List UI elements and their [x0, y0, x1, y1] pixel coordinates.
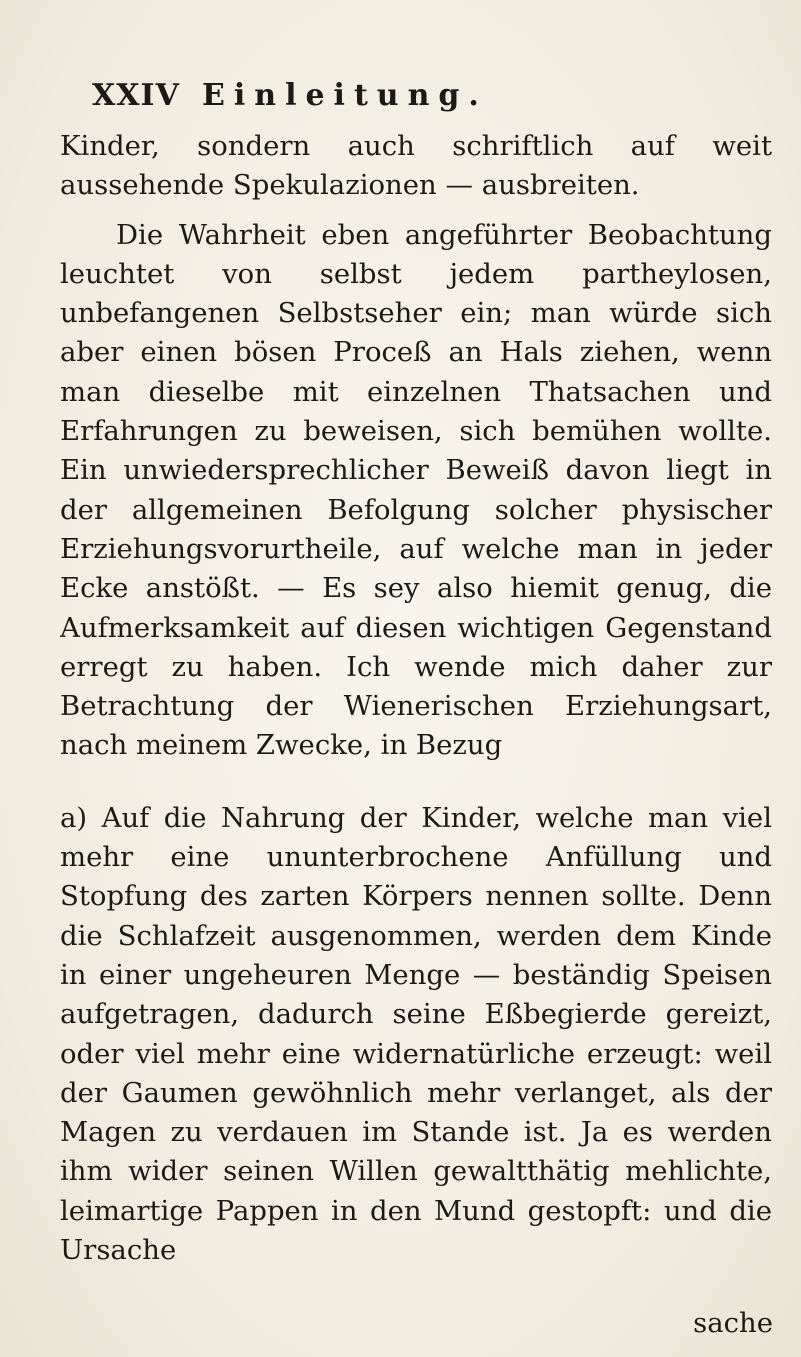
running-title: Einleitung.: [202, 78, 488, 113]
catchword: sache: [693, 1307, 773, 1339]
page-header: [92, 78, 741, 118]
body-text: [60, 127, 772, 1270]
page-number: XXIV: [92, 78, 180, 113]
paragraph-observation: Die Wahrheit eben angeführter Beobachtung leuchtet von selbst jedem partheylosen, unbefangenen Selbstseher ein; man würde sich aber einen bösen Proceß an Hals ziehen, wenn man dieselbe mit einzelnen Thatsachen und Erfahrungen zu beweisen, sich bemühen wollte. Ein unwiedersprechlicher Beweiß davon liegt in der allgemeinen Befolgung solcher physischer Erziehungsvorurtheile, auf welche man in jeder Ecke anstößt. — Es sey also hiemit genug, die Aufmerksamkeit auf diesen wichtigen Gegenstand erregt zu haben. Ich wende mich daher zur Betrachtung der Wienerischen Erziehungsart, nach meinem Zwecke, in Bezug: [60, 218, 772, 762]
paragraph-continuation: Kinder, sondern auch schriftlich auf weit aussehende Spekulazionen — ausbreiten.: [60, 130, 772, 202]
paragraph-nutrition: a) Auf die Nahrung der Kinder, welche man viel mehr eine ununterbrochene Anfüllung und Stopfung des zarten Körpers nennen sollte. Denn die Schlafzeit ausgenommen, werden dem Kinde in einer ungeheuren Menge — beständig Speisen aufgetragen, dadurch seine Eßbegierde gereizt, oder viel mehr eine widernatürliche erzeugt: weil der Gaumen gewöhnlich mehr verlanget, als der Magen zu verdauen im Stande ist. Ja es werden ihm wider seinen Willen gewaltthätig mehlichte, leimartige Pappen in den Mund gestopft: und die Ursache: [60, 801, 772, 1267]
